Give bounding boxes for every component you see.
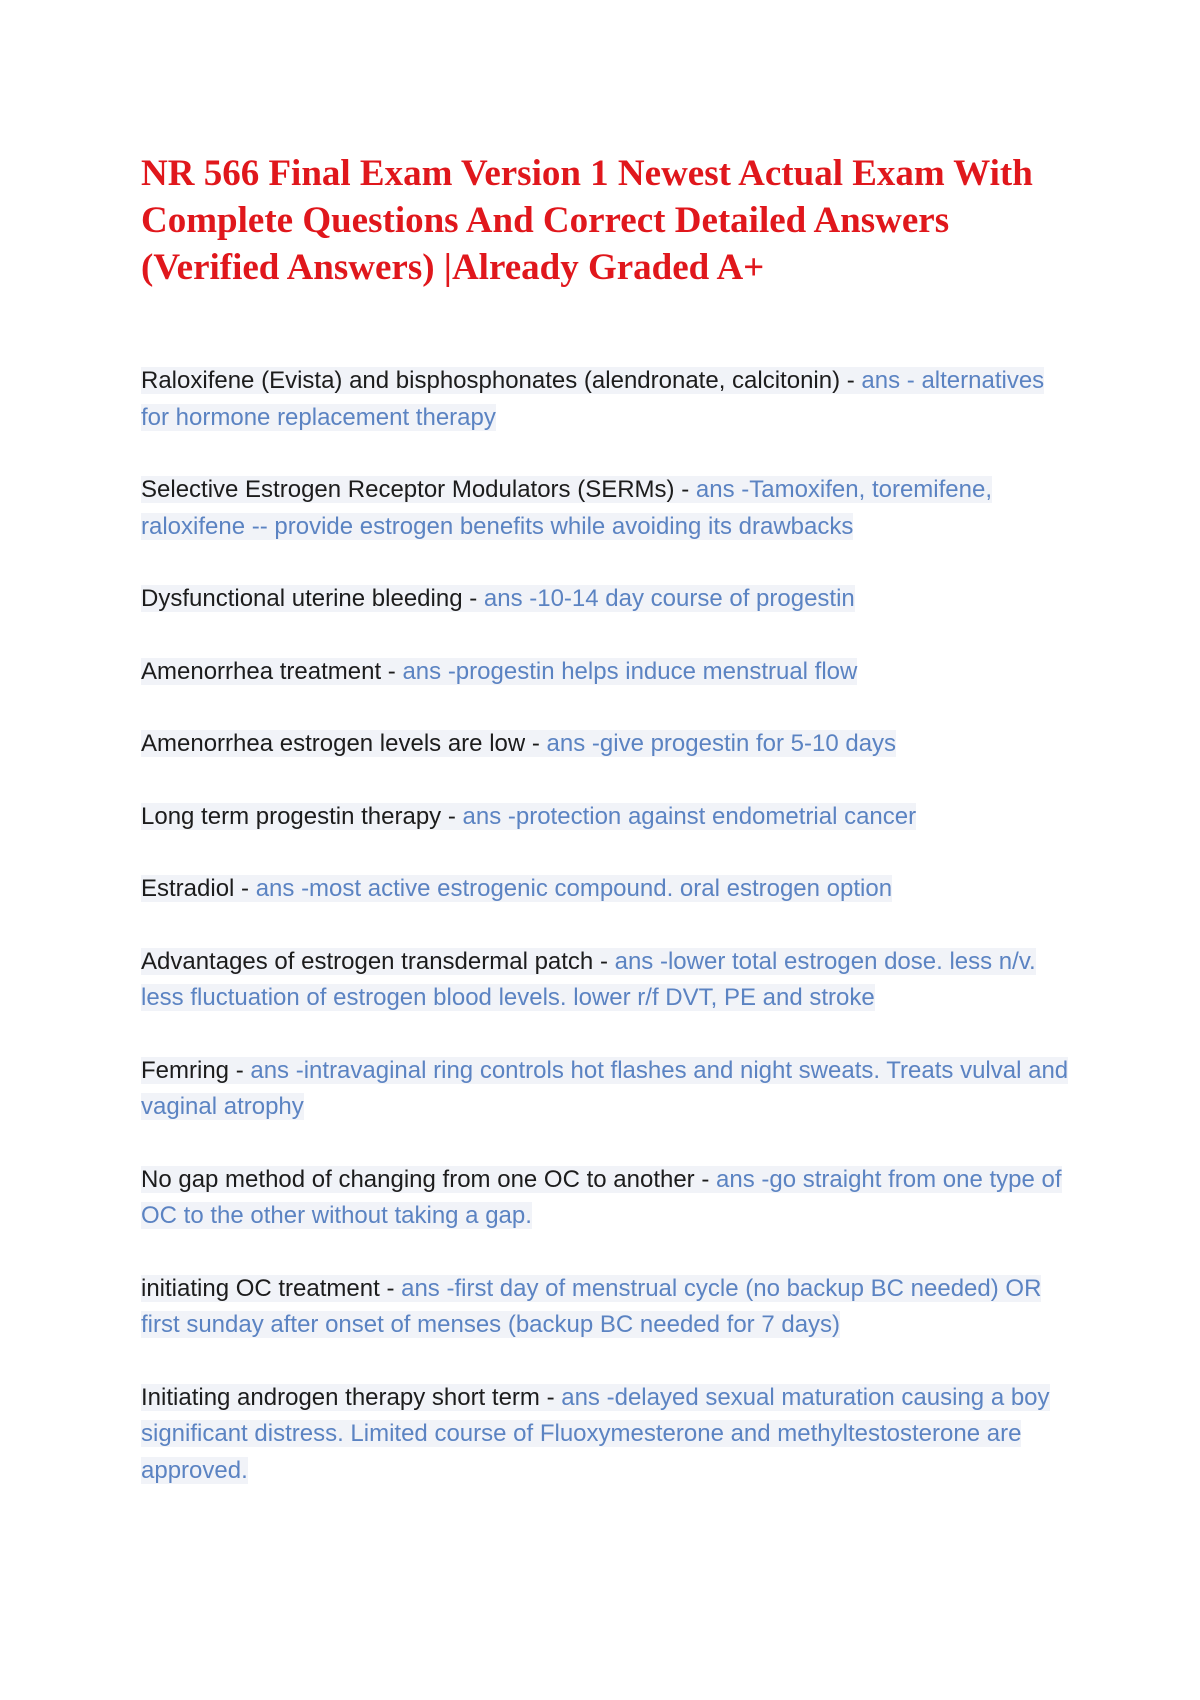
qa-term: Selective Estrogen Receptor Modulators (SERMs) xyxy=(141,476,675,503)
qa-item xyxy=(141,1162,1071,1235)
qa-separator: - xyxy=(539,1383,562,1411)
qa-term: Amenorrhea estrogen levels are low xyxy=(141,730,526,757)
qa-item xyxy=(141,871,1071,908)
qa-separator: - xyxy=(525,730,547,757)
qa-item xyxy=(141,1053,1071,1126)
qa-separator: - xyxy=(379,1274,402,1302)
qa-separator: - xyxy=(234,875,256,902)
qa-answer: ans -delayed sexual maturation causing a boy significant distress. Limited course of Fluoxymesterone and methyltestosterone are approved. xyxy=(141,1383,1050,1484)
qa-term: Initiating androgen therapy short term xyxy=(141,1383,540,1411)
qa-item xyxy=(141,363,1071,436)
qa-answer: ans -lower total estrogen dose. less n/v. less fluctuation of estrogen blood levels. lower r/f DVT, PE and stroke xyxy=(141,947,1036,1011)
qa-answer: ans -Tamoxifen, toremifene, raloxifene -- provide estrogen benefits while avoiding its drawbacks xyxy=(141,476,993,540)
qa-term: Femring xyxy=(141,1056,230,1084)
qa-separator: - xyxy=(840,367,862,394)
qa-term: Amenorrhea treatment xyxy=(141,657,382,685)
qa-answer: ans -10-14 day course of progestin xyxy=(483,585,855,612)
qa-item xyxy=(141,472,1071,545)
qa-separator: - xyxy=(674,476,696,503)
qa-term: Dysfunctional uterine bleeding xyxy=(141,585,463,612)
qa-item xyxy=(141,726,1071,763)
qa-term: Advantages of estrogen transdermal patch xyxy=(141,947,594,975)
qa-term: Estradiol xyxy=(141,875,235,902)
document-title: NR 566 Final Exam Version 1 Newest Actual Exam With Complete Questions And Correct Detailed Answers (Verified Answers) |Already Graded A+ xyxy=(141,153,1033,288)
qa-item xyxy=(141,654,1071,691)
qa-answer: ans -intravaginal ring controls hot flashes and night sweats. Treats vulval and vaginal atrophy xyxy=(141,1056,1069,1120)
qa-separator: - xyxy=(593,947,615,975)
qa-answer: ans -go straight from one type of OC to the other without taking a gap. xyxy=(141,1165,1062,1229)
qa-item xyxy=(141,1271,1071,1344)
qa-term: No gap method of changing from one OC to another xyxy=(141,1165,695,1193)
qa-item xyxy=(141,799,1071,836)
qa-answer: ans -first day of menstrual cycle (no backup BC needed) OR first sunday after onset of menses (backup BC needed for 7 days) xyxy=(141,1274,1042,1338)
qa-term: Long term progestin therapy xyxy=(141,802,442,830)
qa-separator: - xyxy=(229,1056,251,1084)
qa-term: Raloxifene (Evista) and bisphosphonates (alendronate, calcitonin) xyxy=(141,367,841,394)
qa-answer: ans -protection against endometrial cancer xyxy=(462,802,917,830)
qa-separator: - xyxy=(381,657,403,685)
qa-list xyxy=(141,363,1071,1525)
qa-separator: - xyxy=(462,585,484,612)
qa-answer: ans -give progestin for 5-10 days xyxy=(546,730,897,757)
qa-answer: ans - alternatives for hormone replacement therapy xyxy=(141,367,1045,431)
qa-answer: ans -most active estrogenic compound. oral estrogen option xyxy=(255,875,893,902)
qa-answer: ans -progestin helps induce menstrual flow xyxy=(402,657,858,685)
qa-item xyxy=(141,581,1071,618)
qa-item xyxy=(141,944,1071,1017)
qa-separator: - xyxy=(441,802,463,830)
qa-item xyxy=(141,1380,1071,1490)
qa-term: initiating OC treatment xyxy=(141,1274,380,1302)
qa-separator: - xyxy=(694,1165,717,1193)
